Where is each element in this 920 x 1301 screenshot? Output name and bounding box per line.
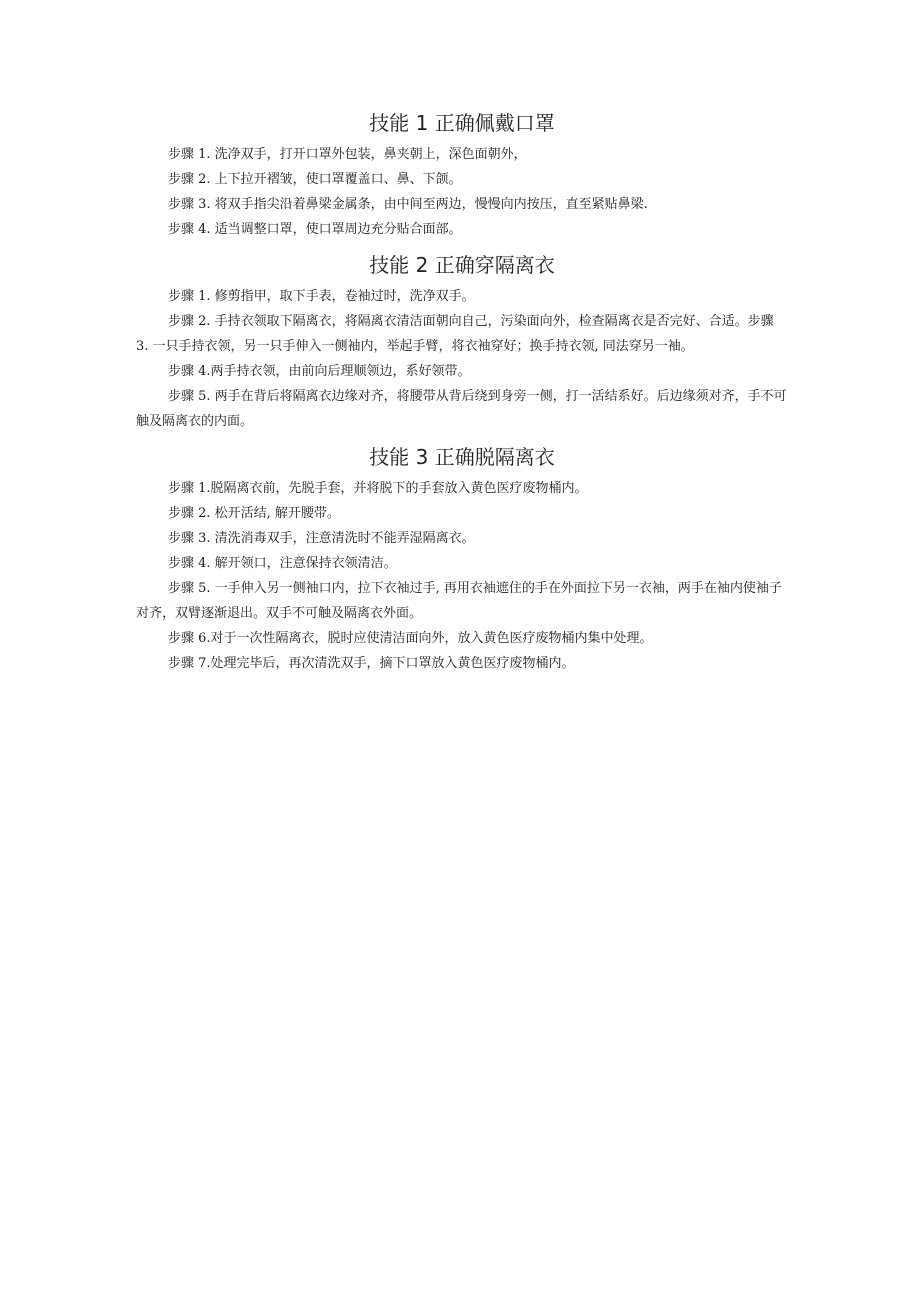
section-wear-gown [136, 246, 788, 434]
section-title: 技能 2 正确穿隔离衣 [369, 253, 555, 277]
step-paragraph: 步骤 6.对于一次性隔离衣，脱时应使清洁面向外，放入黄色医疗废物桶内集中处理。 [168, 631, 653, 646]
step-paragraph: 步骤 3. 清洗消毒双手，注意清洗时不能弄湿隔离衣。 [168, 531, 475, 546]
section-remove-gown [136, 438, 788, 676]
document-body [136, 104, 788, 680]
step-paragraph: 步骤 5. 一手伸入另一侧袖口内，拉下衣袖过手, 再用衣袖遮住的手在外面拉下另一衣袖，两手在袖内使袖子对齐，双臂逐渐退出。双手不可触及隔离衣外面。 [136, 581, 782, 621]
step-paragraph: 步骤 1.脱隔离衣前，先脱手套，并将脱下的手套放入黄色医疗废物桶内。 [168, 481, 588, 496]
step-paragraph: 步骤 2. 松开活结, 解开腰带。 [168, 506, 340, 521]
step-paragraph: 步骤 1. 洗净双手，打开口罩外包装，鼻夹朝上，深色面朝外， [168, 147, 527, 162]
section-title: 技能 1 正确佩戴口罩 [369, 111, 555, 135]
section-wear-mask [136, 104, 788, 242]
step-paragraph: 步骤 2. 手持衣领取下隔离衣，将隔离衣清洁面朝向自己，污染面向外，检查隔离衣是否完好、合适。步骤 3. 一只手持衣领，另一只手伸入一侧袖内，举起手臂，将衣袖穿好；换手持衣领, 同法穿另一袖。 [136, 314, 774, 354]
step-paragraph: 步骤 4. 适当调整口罩，使口罩周边充分贴合面部。 [168, 222, 462, 237]
step-paragraph: 步骤 7.处理完毕后，再次清洗双手，摘下口罩放入黄色医疗废物桶内。 [168, 656, 575, 671]
step-paragraph: 步骤 3. 将双手指尖沿着鼻梁金属条，由中间至两边，慢慢向内按压，直至紧贴鼻梁. [168, 197, 648, 212]
step-paragraph: 步骤 2. 上下拉开褶皱，使口罩覆盖口、鼻、下颌。 [168, 172, 462, 187]
section-title: 技能 3 正确脱隔离衣 [369, 445, 555, 469]
step-paragraph: 步骤 4.两手持衣领，由前向后理顺领边，系好领带。 [168, 364, 471, 379]
step-paragraph: 步骤 1. 修剪指甲，取下手表，卷袖过时，洗净双手。 [168, 289, 475, 304]
step-paragraph: 步骤 5. 两手在背后将隔离衣边缘对齐，将腰带从背后绕到身旁一侧，打一活结系好。后边缘须对齐，手不可触及隔离衣的内面。 [136, 389, 787, 429]
step-paragraph: 步骤 4. 解开领口，注意保持衣领清洁。 [168, 556, 397, 571]
